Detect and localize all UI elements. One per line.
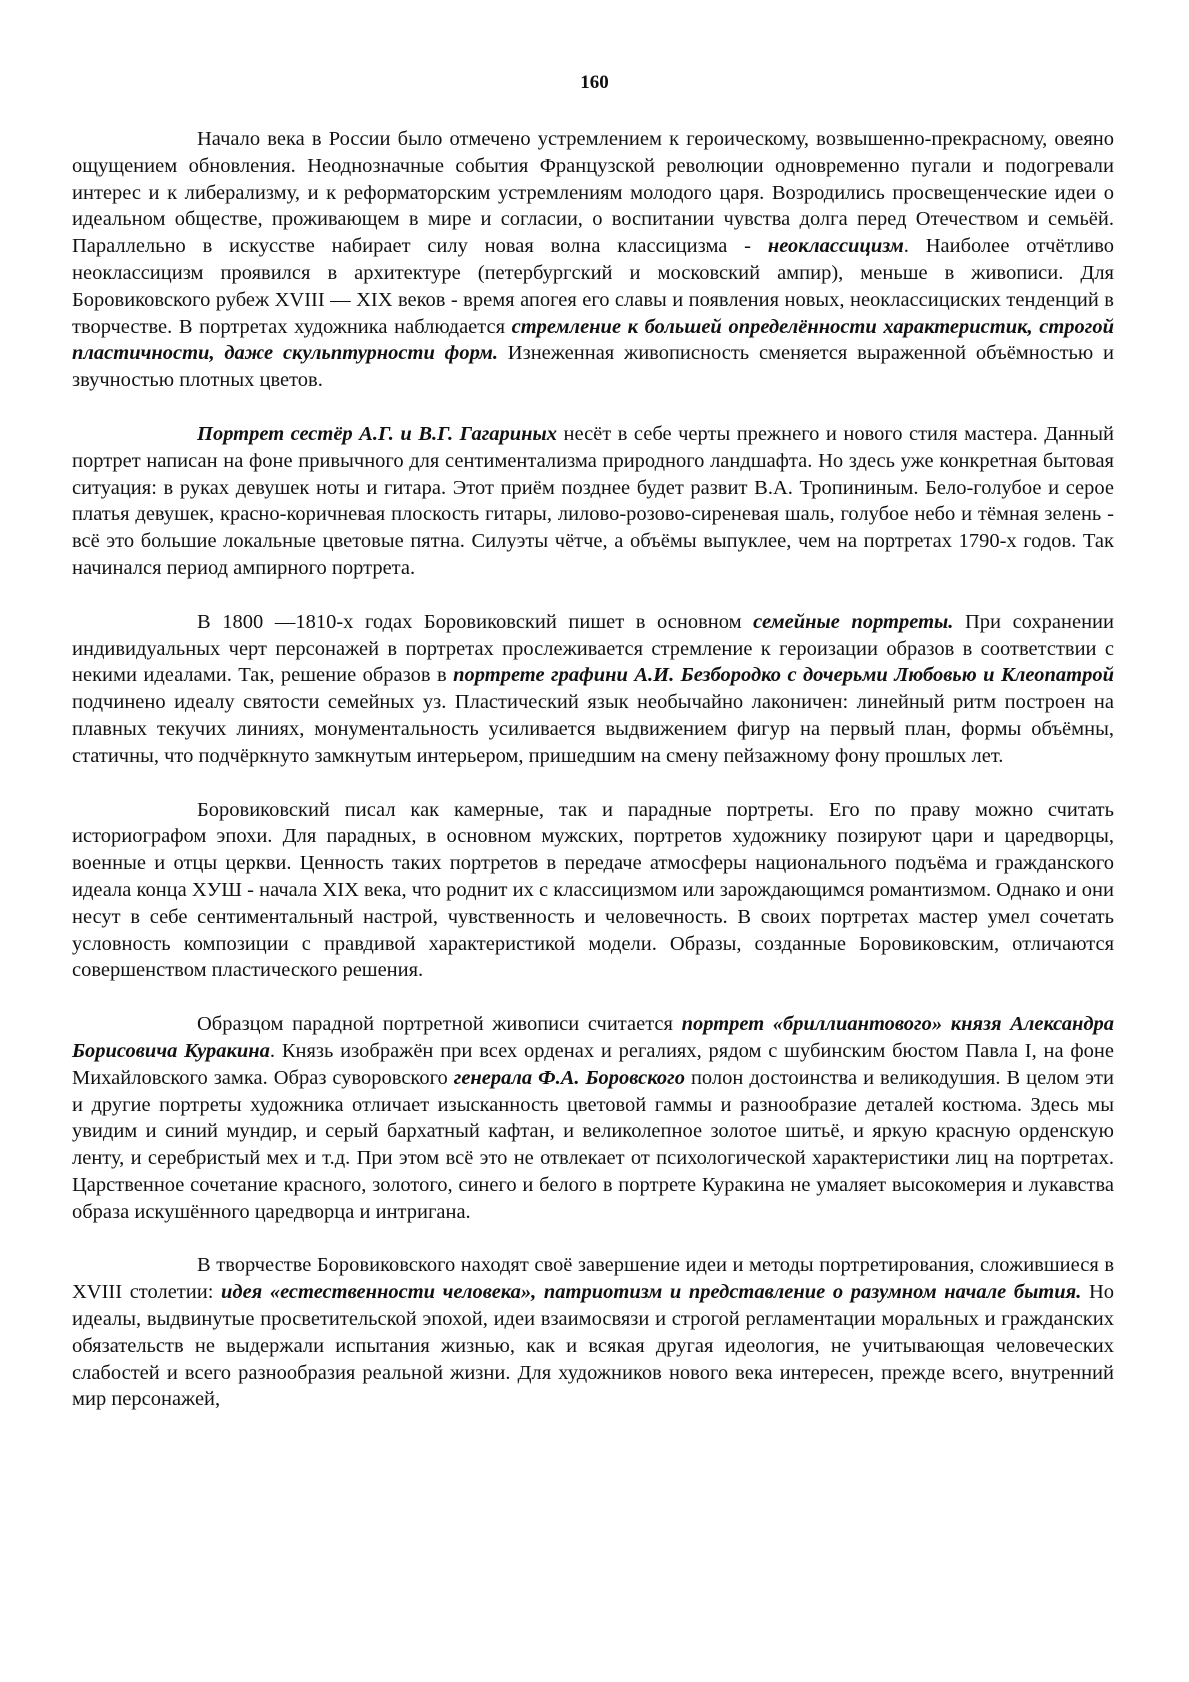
body-text: [72, 126, 1114, 1413]
text-run: Но идеалы, выдвинутые просветительской эпохой, идеи взаимосвязи и строгой регламентации моральных и гражданских обязательств не выдержали испытания жизнью, как и всякая другая идеология, не учитывающая человеческих слабостей и всего разнообразия реальной жизни. Для художников нового века интересен, прежде всего, внутренний мир персонажей,: [72, 1281, 1114, 1411]
paragraph: [72, 126, 1114, 394]
emphasized-text: Портрет сестёр А.Г. и В.Г. Гагариных: [197, 422, 558, 445]
paragraph: [72, 797, 1114, 985]
paragraph: [72, 421, 1114, 582]
text-run: Начало века в России было отмечено устремлением к героическому, возвышенно-прекрасному, овеяно ощущением обновления. Неоднозначные события Французской революции одновременно пугали и подогревали интерес и к либерализму, и к реформаторским устремлениям молодого царя. Возродились просвещенческие идеи о идеальном обществе, проживающем в мире и согласии, о воспитании чувства долга перед Отечеством и семьёй. Параллельно в искусстве набирает силу новая волна классицизма -: [72, 128, 1114, 258]
text-run: В 1800 —1810-х годах Боровиковский пишет в основном: [197, 610, 754, 633]
text-run: . Князь изображён при всех орденах и регалиях, рядом с шубинским бюстом Павла I, на фоне Михайловского замка. Образ суворовского: [72, 1039, 1114, 1089]
emphasized-text: идея «естественности человека», патриотизм и представление о разумном начале бытия.: [221, 1281, 1082, 1304]
paragraph: [72, 1011, 1114, 1225]
emphasized-text: стремление к большей определённости характеристик, строгой пластичности, даже скульптурности форм.: [72, 315, 1115, 365]
text-run: При сохранении индивидуальных черт персонажей в портретах прослеживается стремление к героизации образов в соответствии с некими идеалами. Так, решение образов в: [72, 610, 1114, 687]
paragraph: [72, 609, 1114, 770]
text-run: Образцом парадной портретной живописи считается: [197, 1013, 682, 1036]
text-run: В творчестве Боровиковского находят своё завершение идеи и методы портретирования, сложившиеся в XVIII столетии:: [72, 1254, 1114, 1304]
emphasized-text: семейные портреты.: [753, 610, 954, 633]
emphasized-text: портрете графини А.И. Безбородко с дочерьми Любовью и Клеопатрой: [453, 664, 1114, 687]
text-run: . Наиболее отчётливо неоклассицизм проявился в архитектуре (петербургский и московский ампир), меньше в живописи. Для Боровиковского рубеж XVIII — XIX веков - время апогея его славы и появления новых, неоклассициских тенденций в творчестве. В портретах художника наблюдается: [72, 235, 1114, 338]
page-number: 160: [580, 72, 609, 93]
text-run: Изнеженная живописность сменяется выраженной объёмностью и звучностью плотных цветов.: [72, 342, 1114, 392]
text-run: полон достоинства и великодушия. В целом эти и другие портреты художника отличает изысканность цветовой гаммы и разнообразие деталей костюма. Здесь мы увидим и синий мундир, и серый бархатный кафтан, и великолепное золотое шитьё, и яркую красную орденскую ленту, и серебристый мех и т.д. При этом всё это не отвлекает от психологической характеристики лиц на портретах. Царственное сочетание красного, золотого, синего и белого в портрете Куракина не умаляет высокомерия и лукавства образа искушённого царедворца и интригана.: [72, 1066, 1114, 1223]
emphasized-text: генерала Ф.А. Боровского: [453, 1066, 685, 1089]
emphasized-text: неоклассицизм: [767, 235, 904, 258]
emphasized-text: портрет «бриллиантового» князя Александра Борисовича Куракина: [72, 1013, 1114, 1062]
paragraph: [72, 1252, 1114, 1413]
text-run: несёт в себе черты прежнего и нового стиля мастера. Данный портрет написан на фоне привычного для сентиментализма природного ландшафта. Но здесь уже конкретная бытовая ситуация: в руках девушек ноты и гитара. Этот приём позднее будет развит В.А. Тропининым. Бело-голубое и серое платья девушек, красно-коричневая плоскость гитары, лилово-розово-сиреневая шаль, голубое небо и тёмная зелень - всё это большие локальные цветовые пятна. Силуэты чётче, а объёмы выпуклее, чем на портретах 1790-х годов. Так начинался период ампирного портрета.: [72, 422, 1114, 579]
text-run: подчинено идеалу святости семейных уз. Пластический язык необычайно лаконичен: линейный ритм построен на плавных текучих линиях, монументальность усиливается выдвижением фигур на первый план, формы объёмны, статичны, что подчёркнуто замкнутым интерьером, пришедшим на смену пейзажному фону прошлых лет.: [72, 691, 1114, 767]
text-run: Боровиковский писал как камерные, так и парадные портреты. Его по праву можно считать историографом эпохи. Для парадных, в основном мужских, портретов художнику позируют цари и царедворцы, военные и отцы церкви. Ценность таких портретов в передаче атмосферы национального подъёма и гражданского идеала конца ХУШ - начала XIX века, что роднит их с классицизмом или зарождающимся романтизмом. Однако и они несут в себе сентиментальный настрой, чувственность и человечность. В своих портретах мастер умел сочетать условность композиции с правдивой характеристикой модели. Образы, созданные Боровиковским, отличаются совершенством пластического решения.: [72, 798, 1114, 982]
